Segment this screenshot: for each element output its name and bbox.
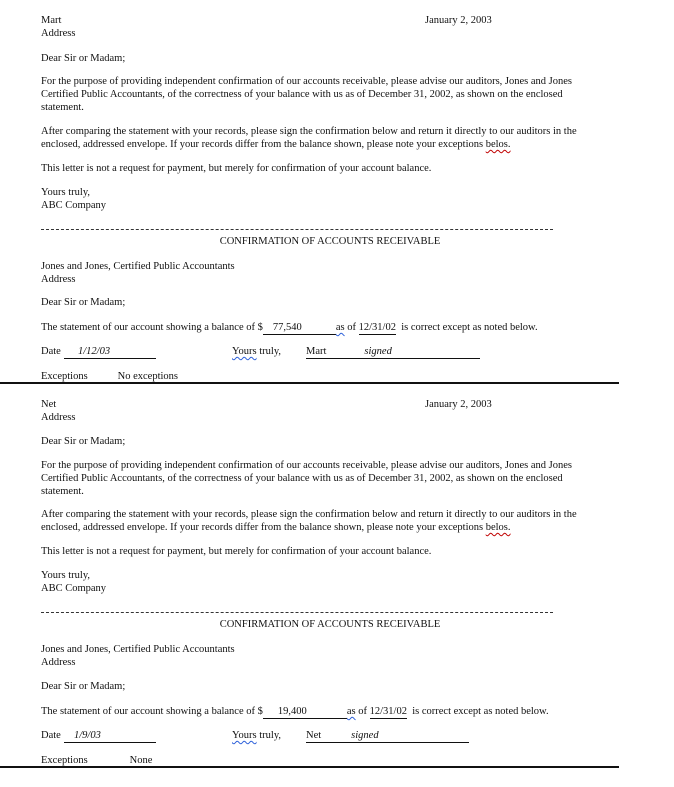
paragraph-instructions-text: After comparing the statement with your records, please sign the confirmation below and return it directly to our auditors in the enclosed, addressed envelope. If your records differ from the balance shown, please note your exceptions <box>41 509 577 533</box>
of-word: of <box>358 706 368 717</box>
exceptions-value: None <box>129 755 153 766</box>
confirmation-title: CONFIRMATION OF ACCOUNTS RECEIVABLE <box>219 619 441 630</box>
salutation: Dear Sir or Madam; <box>41 53 126 64</box>
date-field[interactable] <box>64 345 156 359</box>
customer-name: Mart <box>306 346 327 357</box>
signature-value: signed <box>364 346 392 357</box>
balance-statement <box>41 321 538 335</box>
signature-value: signed <box>351 730 379 741</box>
exceptions-label: Exceptions <box>41 755 88 766</box>
paragraph-instructions <box>41 125 601 151</box>
exceptions-label: Exceptions <box>41 371 88 382</box>
customer-name: Net <box>306 730 322 741</box>
salutation: Dear Sir or Madam; <box>41 436 126 447</box>
date-label: Date <box>41 346 61 357</box>
confirmation-salutation: Dear Sir or Madam; <box>41 297 126 308</box>
truly-word: truly, <box>259 730 282 741</box>
paragraph-disclaimer: This letter is not a request for payment, but merely for confirmation of your account balance. <box>41 163 432 174</box>
truly-word: truly, <box>259 346 282 357</box>
as-of-date: 12/31/02 <box>358 322 396 333</box>
cut-line <box>41 612 553 613</box>
statement-suffix: is correct except as noted below. <box>401 322 538 333</box>
paragraph-disclaimer: This letter is not a request for payment, but merely for confirmation of your account balance. <box>41 546 432 557</box>
misspelled-word: belos. <box>485 139 511 150</box>
section-divider <box>0 766 619 768</box>
confirmation-title: CONFIRMATION OF ACCOUNTS RECEIVABLE <box>219 236 441 247</box>
balance-value: 19,400 <box>277 706 307 717</box>
date-value: 1/12/03 <box>78 346 111 357</box>
yours-word: Yours <box>232 730 257 741</box>
cut-line <box>41 229 553 230</box>
recipient-name: Mart <box>41 15 62 26</box>
recipient-address: Address <box>41 28 76 39</box>
as-of-date: 12/31/02 <box>369 706 407 717</box>
yours-truly <box>232 729 281 742</box>
of-word: of <box>347 322 357 333</box>
paragraph-purpose: For the purpose of providing independent confirmation of our accounts receivable, please advise our auditors, Jones and Jones Certified Public Accountants, of the correctness of your balance with us as of December 31, 2002, as shown on the enclosed statement. <box>41 76 572 113</box>
as-word: as <box>346 706 356 717</box>
balance-value: 77,540 <box>272 322 302 333</box>
exceptions-value: No exceptions <box>117 371 179 382</box>
paragraph-instructions-text: After comparing the statement with your records, please sign the confirmation below and return it directly to our auditors in the enclosed, addressed envelope. If your records differ from the balance shown, please note your exceptions <box>41 126 577 150</box>
balance-statement <box>41 705 549 719</box>
recipient-name: Net <box>41 399 57 410</box>
as-word: as <box>335 322 345 333</box>
statement-suffix: is correct except as noted below. <box>412 706 549 717</box>
closing: Yours truly, <box>41 570 91 581</box>
misspelled-word: belos. <box>485 522 511 533</box>
auditor-address: Address <box>41 657 76 668</box>
auditor-firm: Jones and Jones, Certified Public Accountants <box>41 644 235 655</box>
sender-company: ABC Company <box>41 583 107 594</box>
signature-line[interactable] <box>306 729 469 743</box>
signature-line[interactable] <box>306 345 480 359</box>
section-divider <box>0 382 619 384</box>
yours-truly <box>232 345 281 358</box>
auditor-address: Address <box>41 274 76 285</box>
yours-word: Yours <box>232 346 257 357</box>
balance-field[interactable] <box>263 322 336 335</box>
date-label: Date <box>41 730 61 741</box>
statement-prefix: The statement of our account showing a balance of $ <box>41 706 263 717</box>
paragraph-purpose: For the purpose of providing independent confirmation of our accounts receivable, please advise our auditors, Jones and Jones Certified Public Accountants, of the correctness of your balance with us as of December 31, 2002, as shown on the enclosed statement. <box>41 460 572 497</box>
balance-field[interactable] <box>263 706 347 719</box>
date-value: 1/9/03 <box>74 730 101 741</box>
letter-date: January 2, 2003 <box>425 15 492 26</box>
paragraph-instructions <box>41 508 601 534</box>
date-field[interactable] <box>64 729 156 743</box>
recipient-address: Address <box>41 412 76 423</box>
letter-date: January 2, 2003 <box>425 399 492 410</box>
sender-company: ABC Company <box>41 200 107 211</box>
statement-prefix: The statement of our account showing a balance of $ <box>41 322 263 333</box>
confirmation-salutation: Dear Sir or Madam; <box>41 681 126 692</box>
auditor-firm: Jones and Jones, Certified Public Accountants <box>41 261 235 272</box>
closing: Yours truly, <box>41 187 91 198</box>
